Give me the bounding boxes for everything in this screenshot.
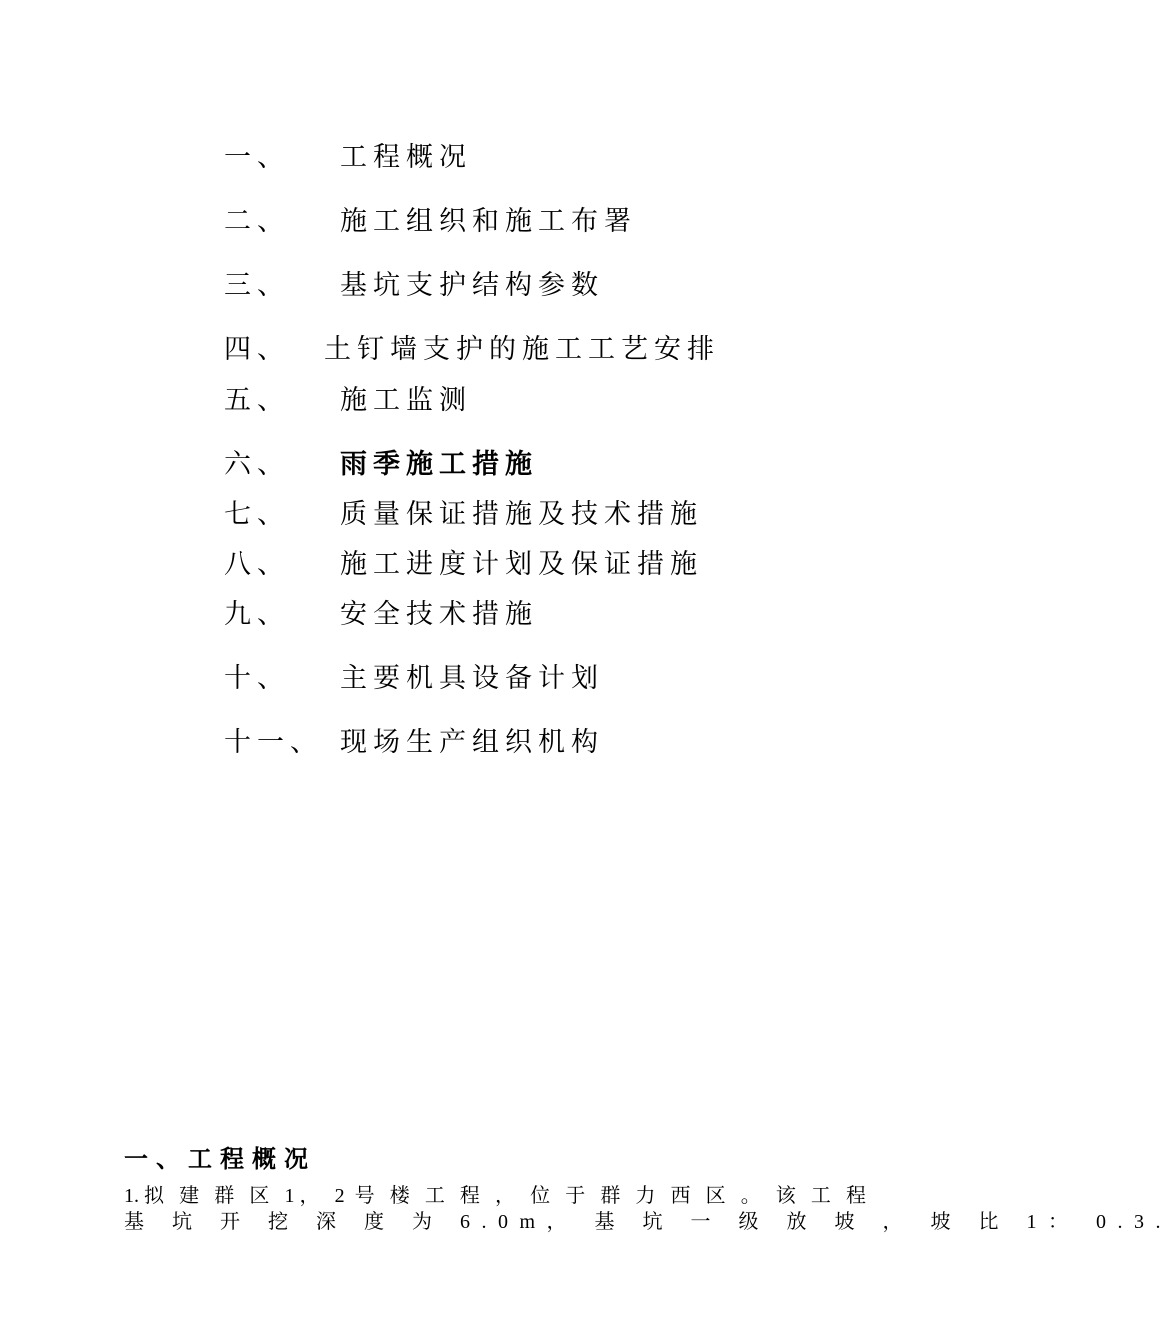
toc-number: 八、 xyxy=(224,549,290,580)
toc-title: 土钉墙支护的施工工艺安排 xyxy=(324,334,720,365)
toc-title: 施工组织和施工布署 xyxy=(340,206,637,237)
toc-number: 三、 xyxy=(224,270,290,301)
toc-title: 安全技术措施 xyxy=(340,599,538,630)
paragraph-line: 基 坑 开 挖 深 度 为 6.0m， 基 坑 一 级 放 坡 ， 坡 比 1： 0.3. xyxy=(124,1211,1172,1233)
toc-number: 十、 xyxy=(224,663,290,694)
toc-item-7 xyxy=(0,497,950,537)
toc-number: 四、 xyxy=(224,334,290,365)
toc-number: 一、 xyxy=(224,142,290,173)
toc-number: 五、 xyxy=(224,385,290,416)
toc-number: 十一、 xyxy=(224,727,323,758)
toc-title: 雨季施工措施 xyxy=(340,449,538,480)
toc-item-2 xyxy=(0,204,950,244)
toc-item-3 xyxy=(0,268,950,308)
toc-title: 主要机具设备计划 xyxy=(340,663,604,694)
toc-number: 七、 xyxy=(224,499,290,530)
toc-title: 工程概况 xyxy=(340,142,472,173)
toc-item-10 xyxy=(0,661,950,701)
toc-item-4 xyxy=(0,332,950,372)
toc-title: 施工进度计划及保证措施 xyxy=(340,549,703,580)
toc-item-11 xyxy=(0,725,950,765)
toc-title: 施工监测 xyxy=(340,385,472,416)
toc-title: 质量保证措施及技术措施 xyxy=(340,499,703,530)
section-paragraph xyxy=(124,1183,1172,1235)
toc-item-1 xyxy=(0,140,950,180)
toc-item-5 xyxy=(0,383,950,423)
toc-number: 九、 xyxy=(224,599,290,630)
toc-title: 基坑支护结构参数 xyxy=(340,270,604,301)
toc-item-8 xyxy=(0,547,950,587)
toc-number: 六、 xyxy=(224,449,290,480)
toc-title: 现场生产组织机构 xyxy=(340,727,604,758)
toc-item-6 xyxy=(0,447,950,487)
paragraph-line: 1.拟 建 群 区 1， 2 号 楼 工 程 ， 位 于 群 力 西 区 。 该 工 程 xyxy=(124,1185,866,1207)
toc-item-9 xyxy=(0,597,950,637)
toc-number: 二、 xyxy=(224,206,290,237)
section-heading: 一、工程概况 xyxy=(124,1145,316,1173)
